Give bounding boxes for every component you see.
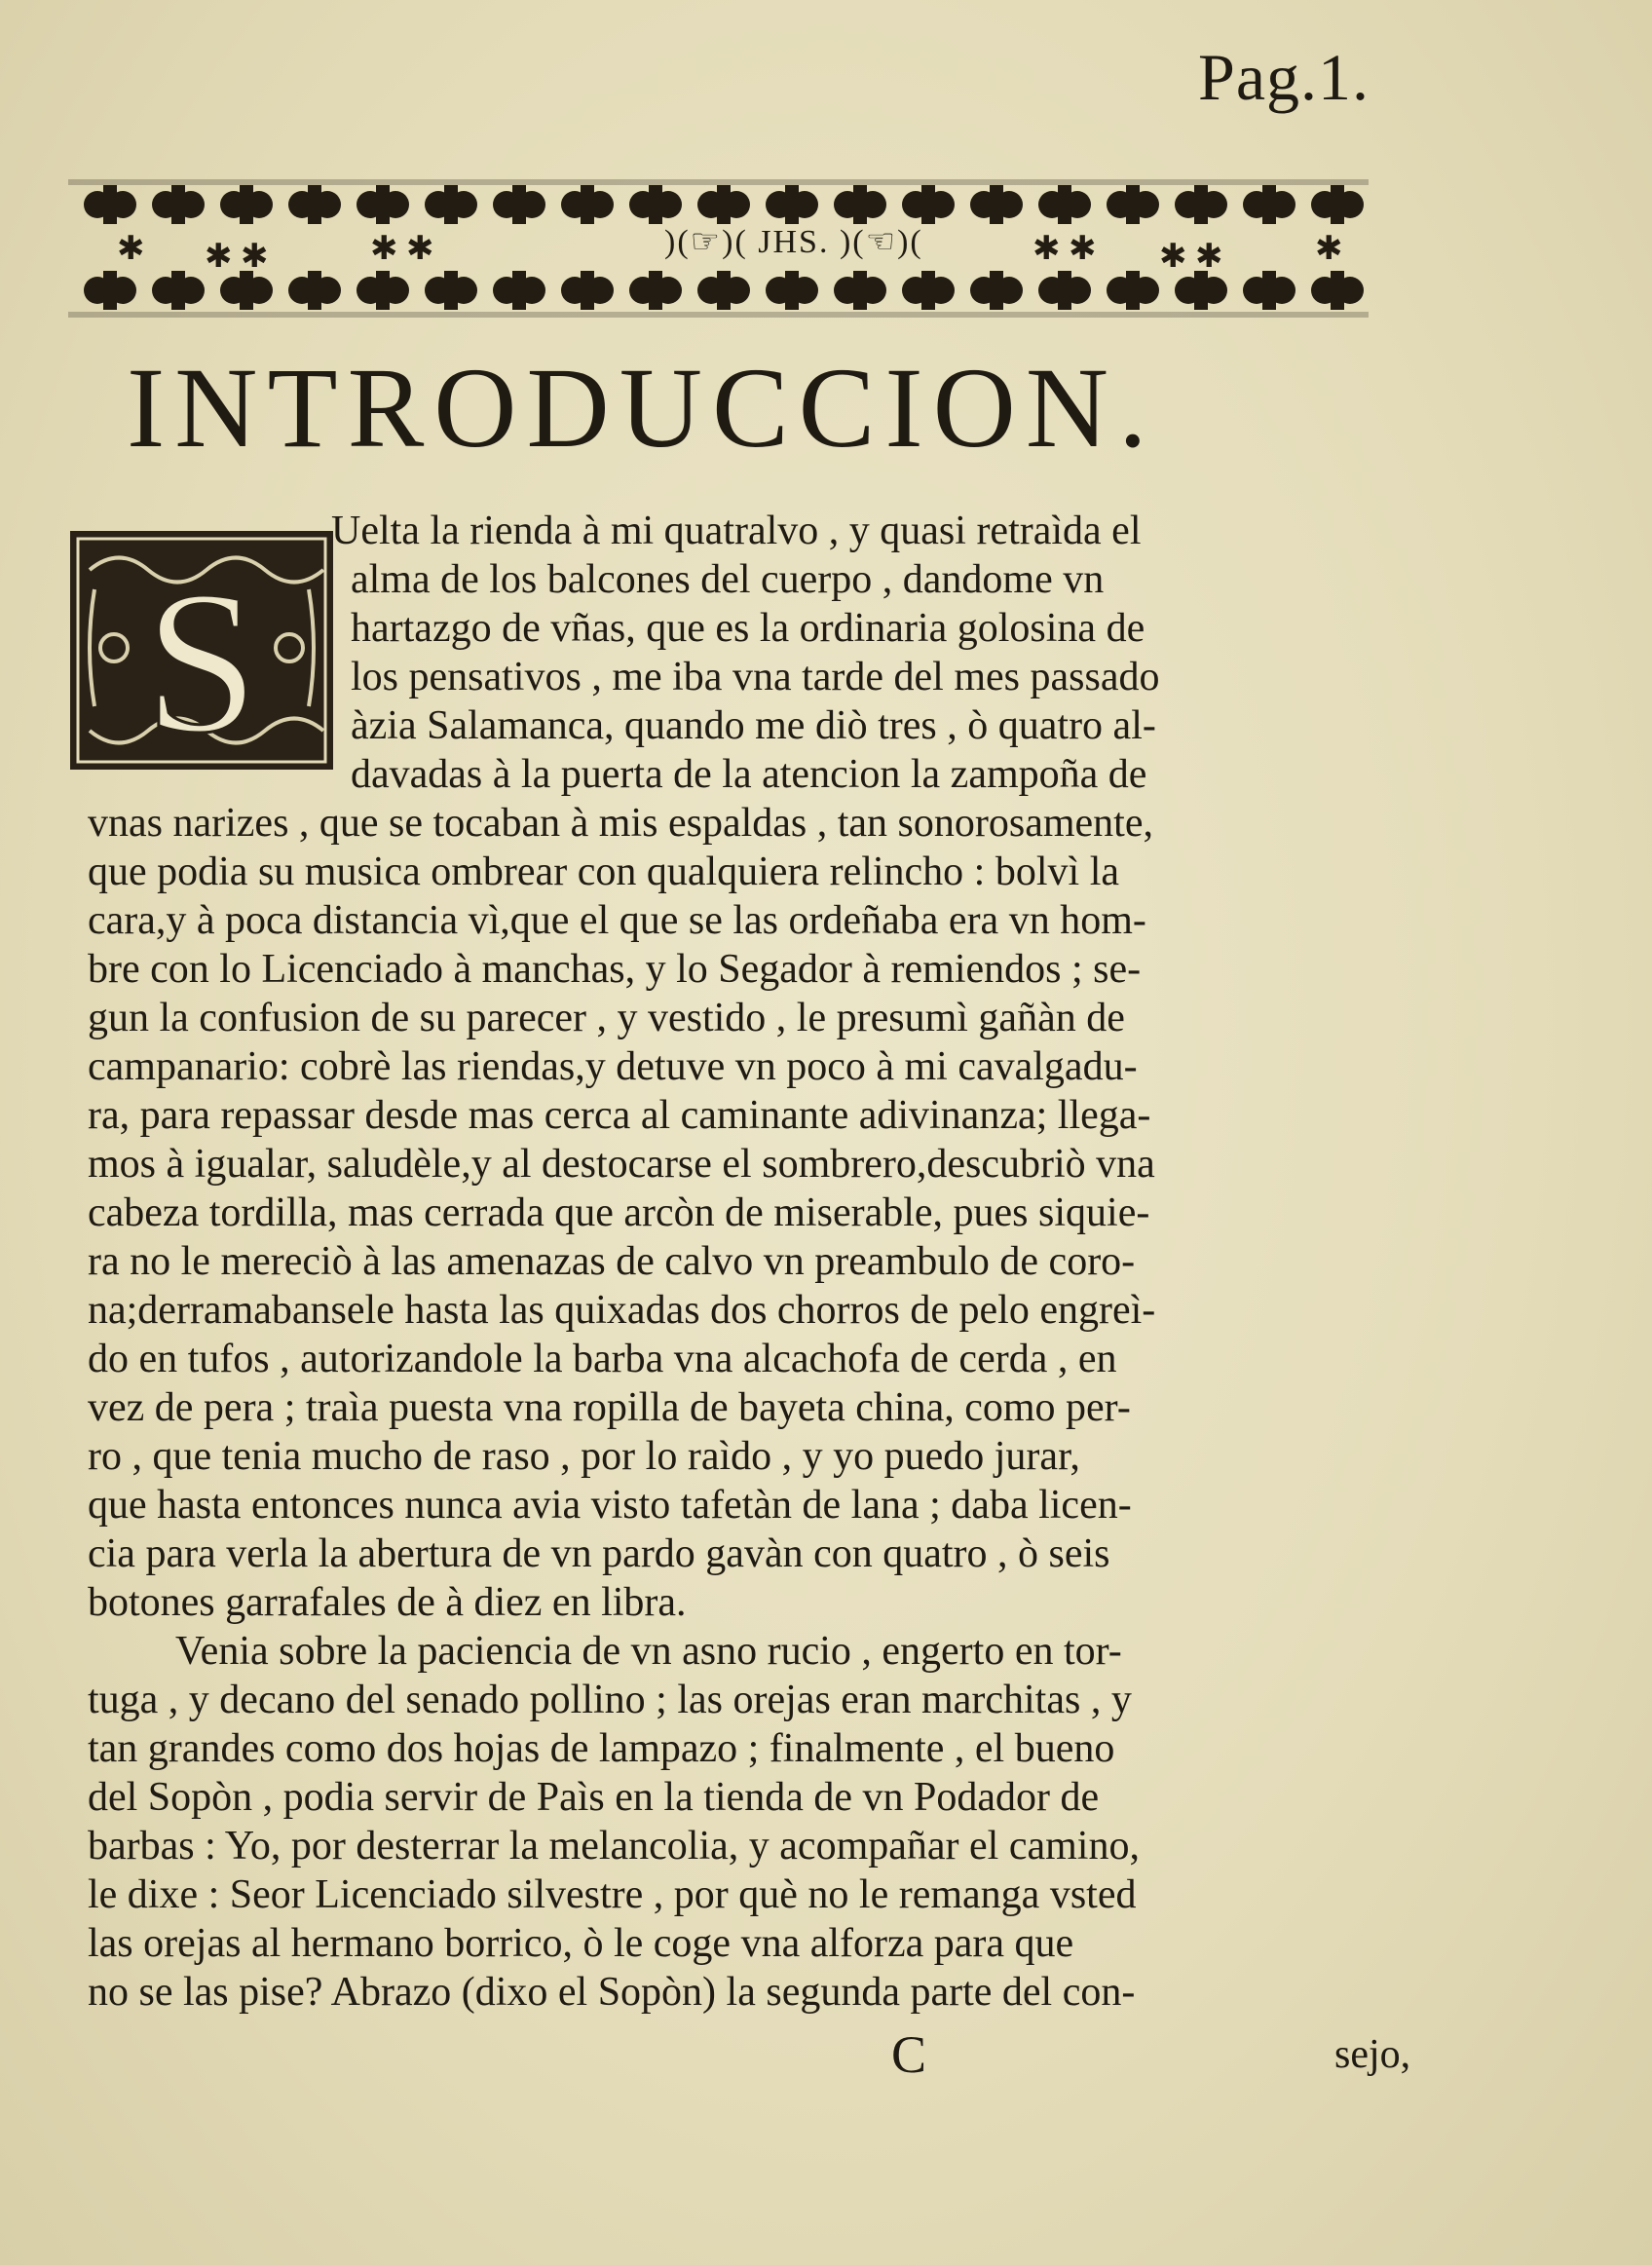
text-line: vnas narizes , que se tocaban à mis espaldas , tan sonorosamente, [88, 801, 1153, 846]
text-line: Venia sobre la paciencia de vn asno rucio , engerto en tor- [175, 1629, 1122, 1674]
text-line: ra no le mereciò à las amenazas de calvo vn preambulo de coro- [88, 1239, 1136, 1284]
text-line: le dixe : Seor Licenciado silvestre , por què no le remanga vsted [88, 1872, 1137, 1917]
text-line: na;derramabansele hasta las quixadas dos chorros de pelo engreì- [88, 1288, 1156, 1333]
text-line: vez de pera ; traìa puesta vna ropilla de bayeta china, como per- [88, 1385, 1131, 1430]
text-line: cara,y à poca distancia vì,que el que se las ordeñaba era vn hom- [88, 898, 1146, 943]
text-line: que podia su musica ombrear con qualquiera relincho : bolvì la [88, 849, 1120, 894]
page-title: INTRODUCCION. [127, 344, 1157, 472]
catchword: sejo, [1334, 2032, 1411, 2077]
text-line: las orejas al hermano borrico, ò le coge vna alforza para que [88, 1921, 1074, 1966]
text-line: mos à igualar, saludèle,y al destocarse el sombrero,descubriò vna [88, 1142, 1155, 1187]
text-line: do en tufos , autorizandole la barba vna alcachofa de cerda , en [88, 1337, 1117, 1381]
text-line: Uelta la rienda à mi quatralvo , y quasi retraìda el [331, 509, 1142, 553]
text-line: cabeza tordilla, mas cerrada que arcòn de miserable, pues siquie- [88, 1190, 1150, 1235]
text-line: campanario: cobrè las riendas,y detuve vn poco à mi cavalgadu- [88, 1044, 1138, 1089]
text-line: ra, para repassar desde mas cerca al caminante adivinanza; llega- [88, 1093, 1151, 1138]
svg-text:✱ ✱: ✱ ✱ [1032, 231, 1097, 267]
body-text [88, 507, 1403, 2017]
text-line: gun la confusion de su parecer , y vestido , le presumì gañàn de [88, 996, 1125, 1040]
text-line: alma de los balcones del cuerpo , dandome vn [351, 557, 1105, 602]
text-line: bre con lo Licenciado à manchas, y lo Segador à remiendos ; se- [88, 947, 1142, 992]
svg-text:✱ ✱: ✱ ✱ [205, 239, 269, 275]
page-number: Pag.1. [1198, 40, 1370, 114]
text-line: barbas : Yo, por desterrar la melancolia, y acompañar el camino, [88, 1824, 1140, 1869]
text-line: que hasta entonces nunca avia visto tafetàn de lana ; daba licen- [88, 1483, 1132, 1528]
text-line: ro , que tenia mucho de raso , por lo raìdo , y yo puedo jurar, [88, 1434, 1080, 1479]
ornament-center-text: )(☞)( JHS. )(☜)( [664, 224, 923, 260]
drop-cap-letter: S [144, 549, 259, 770]
text-line: botones garrafales de à diez en libra. [88, 1580, 687, 1625]
text-line: los pensativos , me iba vna tarde del mes passado [351, 655, 1160, 699]
text-line: del Sopòn , podia servir de Paìs en la tienda de vn Podador de [88, 1775, 1100, 1820]
text-line: no se las pise? Abrazo (dixo el Sopòn) la segunda parte del con- [88, 1970, 1136, 2015]
text-line: hartazgo de vñas, que es la ordinaria golosina de [351, 606, 1145, 651]
svg-text:✱: ✱ [117, 231, 145, 267]
text-line: davadas à la puerta de la atencion la zampoña de [351, 752, 1147, 797]
svg-text:✱: ✱ [1315, 231, 1343, 267]
text-line: àzia Salamanca, quando me diò tres , ò quatro al- [351, 703, 1156, 748]
svg-text:✱ ✱: ✱ ✱ [370, 231, 434, 267]
text-line: cia para verla la abertura de vn pardo gavàn con quatro , ò seis [88, 1531, 1110, 1576]
svg-text:✱ ✱: ✱ ✱ [1159, 239, 1223, 275]
signature-mark: C [891, 2025, 927, 2084]
text-line: tan grandes como dos hojas de lampazo ; finalmente , el bueno [88, 1726, 1115, 1771]
text-line: tuga , y decano del senado pollino ; las orejas eran marchitas , y [88, 1678, 1132, 1722]
